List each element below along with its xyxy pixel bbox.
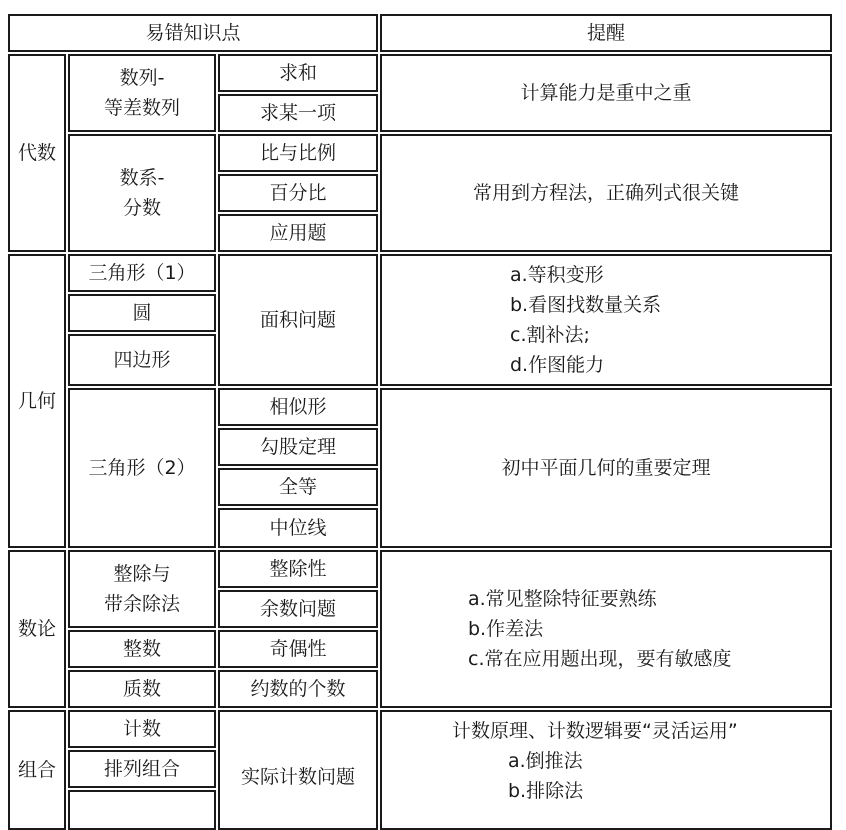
shape-triangle1-label: 三角形（1） <box>88 262 196 284</box>
category-geometry <box>8 254 66 548</box>
reminder-area-b: b.看图找数量关系 <box>510 294 662 316</box>
item-congruent-label: 全等 <box>278 476 317 498</box>
item-ratio <box>218 134 378 172</box>
shape-triangle2 <box>68 388 216 548</box>
reminder-comb-title: 计数原理、计数逻辑要“灵活运用” <box>452 720 738 742</box>
subtopic-permutation-label: 排列组合 <box>103 758 180 780</box>
item-midline <box>218 508 378 548</box>
subtopic-counting-label: 计数 <box>122 718 161 740</box>
item-ratio-label: 比与比例 <box>259 142 336 164</box>
item-similar <box>218 388 378 426</box>
shape-quadrilateral <box>68 334 216 386</box>
item-divisor-count-label: 约数的个数 <box>250 678 346 700</box>
topic-counting-problems <box>218 710 378 830</box>
subtopic-sequence-line1: 数列- <box>119 67 165 89</box>
header-reminder: 提醒 <box>586 22 625 44</box>
category-number-theory-label: 数论 <box>17 618 56 640</box>
reminder-area-c: c.割补法; <box>510 324 590 346</box>
header-reminder-cell <box>380 14 832 52</box>
item-pythagoras-label: 勾股定理 <box>259 436 336 458</box>
shape-circle-label: 圆 <box>132 302 152 324</box>
item-word-problem <box>218 214 378 252</box>
subtopic-prime-label: 质数 <box>122 678 161 700</box>
shape-quadrilateral-label: 四边形 <box>113 349 171 371</box>
shape-triangle1 <box>68 254 216 292</box>
item-word-problem-label: 应用题 <box>269 222 327 244</box>
item-sum <box>218 54 378 92</box>
item-remainder <box>218 590 378 628</box>
category-algebra <box>8 54 66 252</box>
item-midline-label: 中位线 <box>269 517 327 539</box>
subtopic-prime <box>68 670 216 708</box>
reminder-combinatorics <box>380 710 832 830</box>
subtopic-division <box>68 550 216 628</box>
reminder-area-d: d.作图能力 <box>510 354 605 376</box>
header-topic-cell <box>8 14 378 52</box>
item-parity-label: 奇偶性 <box>269 638 327 660</box>
reminder-triangle2-text: 初中平面几何的重要定理 <box>501 457 711 479</box>
reminder-area-a: a.等积变形 <box>510 264 604 286</box>
topic-area <box>218 254 378 386</box>
item-similar-label: 相似形 <box>269 396 327 418</box>
subtopic-fraction-line2: 分数 <box>122 197 161 219</box>
topic-counting-problems-label: 实际计数问题 <box>240 766 355 788</box>
subtopic-integer <box>68 630 216 668</box>
subtopic-fraction <box>68 134 216 252</box>
subtopic-division-line1: 整除与 <box>113 563 171 585</box>
topic-area-label: 面积问题 <box>259 309 336 331</box>
subtopic-sequence-line2: 等差数列 <box>103 97 180 119</box>
category-number-theory <box>8 550 66 708</box>
item-divisor-count <box>218 670 378 708</box>
subtopic-counting <box>68 710 216 748</box>
item-remainder-label: 余数问题 <box>259 598 336 620</box>
item-term <box>218 94 378 132</box>
subtopic-permutation <box>68 750 216 788</box>
category-algebra-label: 代数 <box>17 142 56 164</box>
reminder-triangle2 <box>380 388 832 548</box>
subtopic-sequence <box>68 54 216 132</box>
reminder-nt-b: b.作差法 <box>468 618 544 640</box>
item-divisibility-label: 整除性 <box>269 558 327 580</box>
item-percent-label: 百分比 <box>269 182 327 204</box>
subtopic-integer-label: 整数 <box>122 638 161 660</box>
item-percent <box>218 174 378 212</box>
reminder-comb-b: b.排除法 <box>508 780 584 802</box>
category-geometry-label: 几何 <box>17 390 56 412</box>
item-sum-label: 求和 <box>278 62 317 84</box>
item-pythagoras <box>218 428 378 466</box>
reminder-nt-c: c.常在应用题出现，要有敏感度 <box>468 648 732 670</box>
category-combinatorics <box>8 710 66 830</box>
subtopic-fraction-line1: 数系- <box>119 167 165 189</box>
subtopic-division-line2: 带余除法 <box>103 593 180 615</box>
shape-triangle2-label: 三角形（2） <box>88 457 196 479</box>
reminder-sequence-text: 计算能力是重中之重 <box>520 82 692 104</box>
category-combinatorics-label: 组合 <box>17 759 56 781</box>
header-topic: 易错知识点 <box>145 22 241 44</box>
item-parity <box>218 630 378 668</box>
shape-circle <box>68 294 216 332</box>
reminder-sequence <box>380 54 832 132</box>
subtopic-partial-row <box>68 790 216 830</box>
item-divisibility <box>218 550 378 588</box>
reminder-nt-a: a.常见整除特征要熟练 <box>468 588 657 610</box>
reminder-comb-a: a.倒推法 <box>508 750 583 772</box>
reminder-fraction <box>380 134 832 252</box>
reminder-number-theory <box>380 550 832 708</box>
reminder-area <box>380 254 832 386</box>
item-congruent <box>218 468 378 506</box>
item-term-label: 求某一项 <box>259 102 336 124</box>
reminder-fraction-text: 常用到方程法，正确列式很关键 <box>472 182 739 204</box>
